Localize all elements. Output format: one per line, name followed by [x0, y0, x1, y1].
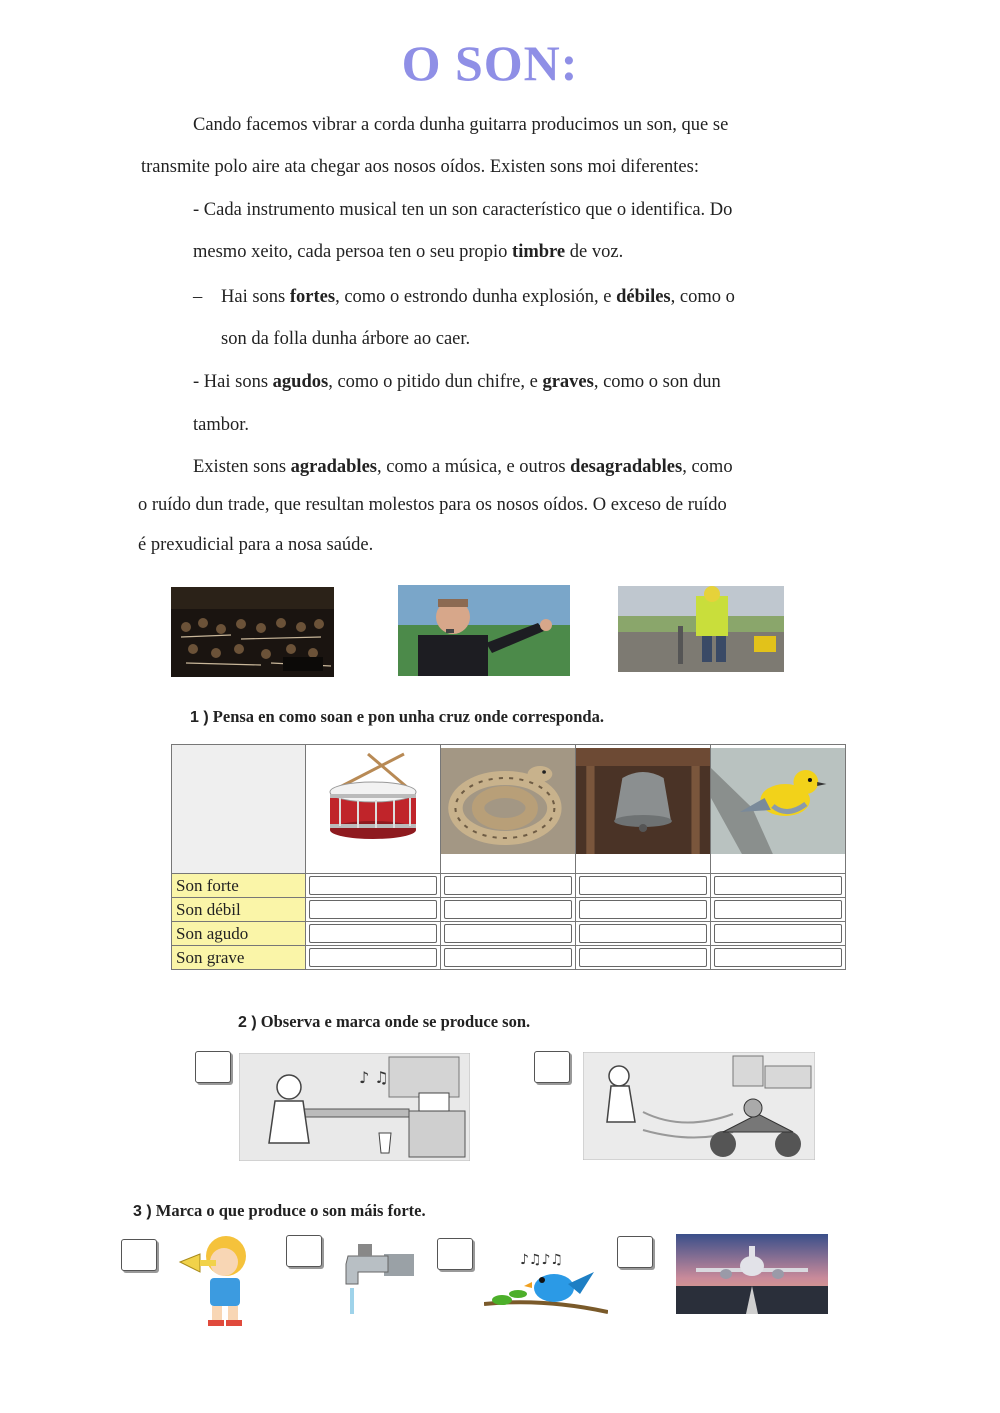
paragraph-2-line-3: é prexudicial para a nosa saúde.: [138, 535, 374, 555]
checkbox-trumpet-child[interactable]: [121, 1239, 157, 1271]
answer-cell-debil-drum[interactable]: [306, 898, 441, 922]
column-drum: [306, 745, 441, 874]
answer-cell-grave-bell[interactable]: [576, 946, 711, 970]
checkbox-dripping-tap[interactable]: [286, 1235, 322, 1267]
bullet-2-line-2: son da folla dunha árbore ao caer.: [221, 329, 471, 349]
answer-cell-debil-snake[interactable]: [441, 898, 576, 922]
paragraph-2-line-2: o ruído dun trade, que resultan molestos para os nosos oídos. O exceso de ruído: [138, 495, 727, 515]
answer-cell-grave-drum[interactable]: [306, 946, 441, 970]
intro-line-1: Cando facemos vibrar a corda dunha guitarra producimos un son, que se: [193, 115, 729, 135]
bullet-1-line-2: mesmo xeito, cada persoa ten o seu propio timbre de voz.: [193, 242, 624, 262]
row-label-son-forte: Son forte: [172, 874, 306, 898]
airplane-takeoff-photo: [676, 1234, 828, 1314]
answer-cell-forte-bird[interactable]: [711, 874, 846, 898]
answer-cell-agudo-drum[interactable]: [306, 922, 441, 946]
keyword-graves: graves: [542, 372, 594, 392]
intro-line-2: transmite polo aire ata chegar aos nosos oídos. Existen sons moi diferentes:: [141, 157, 699, 177]
checkbox-office-scene[interactable]: [195, 1051, 231, 1083]
keyword-agradables: agradables: [290, 457, 377, 477]
column-snake: [441, 745, 576, 874]
bird-icon: [711, 748, 845, 854]
checkbox-singing-bird[interactable]: [437, 1238, 473, 1270]
street-scene-illustration: [583, 1052, 815, 1160]
bullet-2-dash: –: [193, 287, 203, 307]
answer-cell-grave-bird[interactable]: [711, 946, 846, 970]
checkbox-street-scene[interactable]: [534, 1051, 570, 1083]
keyword-desagradables: desagradables: [570, 457, 683, 477]
table-corner: [172, 745, 306, 874]
question-3-heading: 3 ) Marca o que produce o son máis forte.: [133, 1201, 426, 1220]
answer-cell-forte-snake[interactable]: [441, 874, 576, 898]
bullet-3-line-1: - Hai sons agudos, como o pitido dun chifre, e graves, como o son dun: [193, 372, 721, 392]
bullet-2-line-1: Hai sons fortes, como o estrondo dunha explosión, e débiles, como o: [221, 287, 735, 307]
bell-icon: [576, 748, 710, 854]
sound-classification-table: [171, 744, 846, 970]
row-label-son-agudo: Son agudo: [172, 922, 306, 946]
question-2-heading: 2 ) Observa e marca onde se produce son.: [238, 1012, 531, 1031]
singing-bird-illustration: [484, 1242, 608, 1318]
jackhammer-worker-photo: [618, 586, 784, 672]
snake-icon: [441, 748, 575, 854]
orchestra-photo: [171, 587, 334, 677]
column-bell: [576, 745, 711, 874]
paragraph-2-line-1: Existen sons agradables, como a música, e outros desagradables, como: [193, 457, 733, 477]
answer-cell-agudo-snake[interactable]: [441, 922, 576, 946]
answer-cell-grave-snake[interactable]: [441, 946, 576, 970]
keyword-timbre: timbre: [512, 242, 566, 262]
checkbox-airplane[interactable]: [617, 1236, 653, 1268]
keyword-debiles: débiles: [616, 287, 671, 307]
keyword-fortes: fortes: [289, 287, 336, 307]
column-bird: [711, 745, 846, 874]
answer-cell-agudo-bird[interactable]: [711, 922, 846, 946]
bullet-1-line-1: - Cada instrumento musical ten un son característico que o identifica. Do: [193, 200, 733, 220]
dripping-tap-illustration: [328, 1240, 416, 1318]
answer-cell-forte-drum[interactable]: [306, 874, 441, 898]
page-title: O SON:: [401, 35, 579, 91]
child-trumpet-illustration: [170, 1232, 264, 1330]
answer-cell-forte-bell[interactable]: [576, 874, 711, 898]
row-label-son-grave: Son grave: [172, 946, 306, 970]
answer-cell-debil-bell[interactable]: [576, 898, 711, 922]
office-scene-illustration: [239, 1053, 470, 1161]
referee-photo: [398, 585, 570, 676]
answer-cell-debil-bird[interactable]: [711, 898, 846, 922]
drum-icon: [306, 748, 440, 854]
answer-cell-agudo-bell[interactable]: [576, 922, 711, 946]
question-1-heading: 1 ) Pensa en como soan e pon unha cruz onde corresponda.: [190, 707, 604, 726]
bullet-3-line-2: tambor.: [193, 415, 250, 435]
svg-text:♪ ♫: ♪ ♫: [359, 1068, 389, 1087]
svg-text:♪♫♪♫: ♪♫♪♫: [520, 1252, 563, 1268]
row-label-son-debil: Son débil: [172, 898, 306, 922]
keyword-agudos: agudos: [272, 372, 329, 392]
